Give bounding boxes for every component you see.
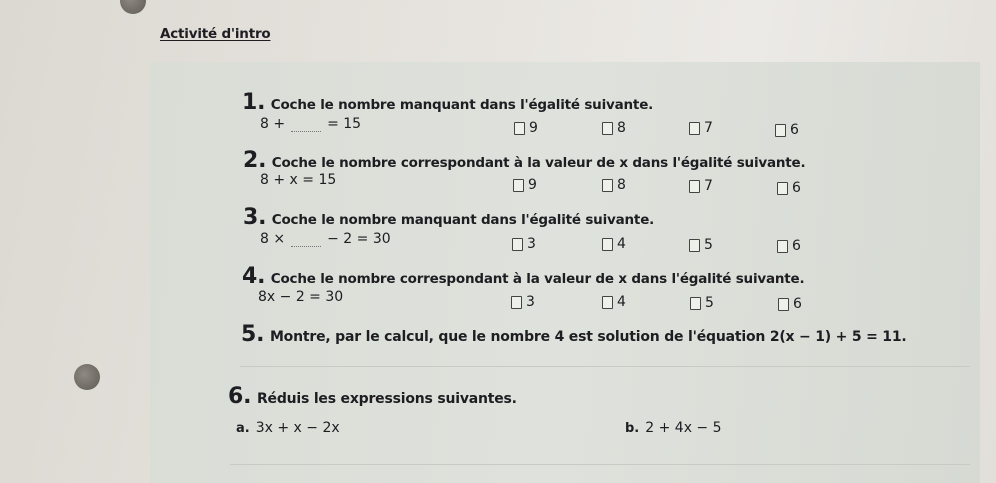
equation-5: 2(x − 1) + 5 = 11. <box>769 329 907 345</box>
option-label: 9 <box>528 177 537 193</box>
checkbox-option[interactable] <box>512 236 536 252</box>
equation-1 <box>260 116 361 132</box>
option-label: 5 <box>705 295 714 311</box>
expression-b <box>625 420 722 436</box>
option-label: 6 <box>792 238 801 254</box>
checkbox-icon[interactable] <box>689 122 700 135</box>
question-text: Coche le nombre correspondant à la valeur de x dans l'égalité suivante. <box>270 271 805 287</box>
option-label: 8 <box>617 177 626 193</box>
checkbox-option[interactable] <box>690 295 714 311</box>
option-label: 7 <box>704 178 713 194</box>
equation-left: 8 + <box>260 116 286 132</box>
blank-slot <box>291 119 321 132</box>
checkbox-option[interactable] <box>777 180 801 196</box>
option-label: 7 <box>704 120 713 136</box>
checkbox-icon[interactable] <box>602 179 613 192</box>
option-label: 6 <box>790 122 799 138</box>
option-label: 9 <box>529 120 538 136</box>
checkbox-option[interactable] <box>777 238 801 254</box>
item-label: b. <box>625 421 640 436</box>
checkbox-option[interactable] <box>513 177 537 193</box>
checkbox-option[interactable] <box>602 177 626 193</box>
checkbox-option[interactable] <box>511 294 535 310</box>
checkbox-option[interactable] <box>778 296 802 312</box>
equation-4: 8x − 2 = 30 <box>258 289 344 305</box>
option-label: 6 <box>792 180 801 196</box>
question-3 <box>243 205 654 230</box>
binder-hole <box>120 0 146 14</box>
checkbox-option[interactable] <box>602 120 626 136</box>
question-number: 5. <box>241 322 265 347</box>
question-number: 2. <box>243 148 267 173</box>
checkbox-icon[interactable] <box>513 179 524 192</box>
binder-hole <box>74 364 100 390</box>
option-label: 5 <box>704 237 713 253</box>
question-number: 4. <box>242 264 266 289</box>
option-label: 3 <box>527 236 536 252</box>
checkbox-option[interactable] <box>514 120 538 136</box>
checkbox-option[interactable] <box>775 122 799 138</box>
question-text: Réduis les expressions suivantes. <box>256 391 517 407</box>
question-number: 6. <box>228 384 252 409</box>
item-expression: 2 + 4x − 5 <box>645 420 722 436</box>
question-number: 1. <box>242 90 266 115</box>
expression-a <box>236 420 340 436</box>
question-text: Coche le nombre manquant dans l'égalité suivante. <box>271 212 655 228</box>
checkbox-icon[interactable] <box>602 296 613 309</box>
equation-right: − 2 = 30 <box>327 231 391 247</box>
equation-right: = 15 <box>327 116 362 132</box>
checkbox-icon[interactable] <box>689 180 700 193</box>
question-2 <box>243 148 805 173</box>
option-label: 8 <box>617 120 626 136</box>
checkbox-icon[interactable] <box>775 124 786 137</box>
writing-line <box>230 464 970 465</box>
checkbox-icon[interactable] <box>690 297 701 310</box>
question-text: Coche le nombre manquant dans l'égalité suivante. <box>270 97 654 113</box>
question-text: Coche le nombre correspondant à la valeur de x dans l'égalité suivante. <box>271 155 806 171</box>
checkbox-icon[interactable] <box>602 122 613 135</box>
checkbox-option[interactable] <box>602 294 626 310</box>
checkbox-option[interactable] <box>689 178 713 194</box>
equation-2: 8 + x = 15 <box>260 172 337 188</box>
checkbox-icon[interactable] <box>777 182 788 195</box>
item-expression: 3x + x − 2x <box>255 420 340 436</box>
worksheet-title: Activité d'intro <box>160 26 271 42</box>
checkbox-icon[interactable] <box>514 122 525 135</box>
checkbox-icon[interactable] <box>777 240 788 253</box>
equation-left: 8 × <box>260 231 286 247</box>
blank-slot <box>291 234 321 247</box>
equation-3 <box>260 231 391 247</box>
question-5 <box>241 322 907 347</box>
question-number: 3. <box>243 205 267 230</box>
checkbox-option[interactable] <box>602 236 626 252</box>
option-label: 4 <box>617 236 626 252</box>
question-4 <box>242 264 804 289</box>
question-text: Montre, par le calcul, que le nombre 4 est solution de l'équation <box>269 329 766 345</box>
option-label: 6 <box>793 296 802 312</box>
question-6 <box>228 384 517 409</box>
checkbox-icon[interactable] <box>512 238 523 251</box>
checkbox-icon[interactable] <box>511 296 522 309</box>
option-label: 3 <box>526 294 535 310</box>
writing-line <box>240 366 970 367</box>
checkbox-option[interactable] <box>689 237 713 253</box>
checkbox-option[interactable] <box>689 120 713 136</box>
question-1 <box>242 90 653 115</box>
checkbox-icon[interactable] <box>689 239 700 252</box>
checkbox-icon[interactable] <box>778 298 789 311</box>
item-label: a. <box>236 421 250 436</box>
checkbox-icon[interactable] <box>602 238 613 251</box>
option-label: 4 <box>617 294 626 310</box>
